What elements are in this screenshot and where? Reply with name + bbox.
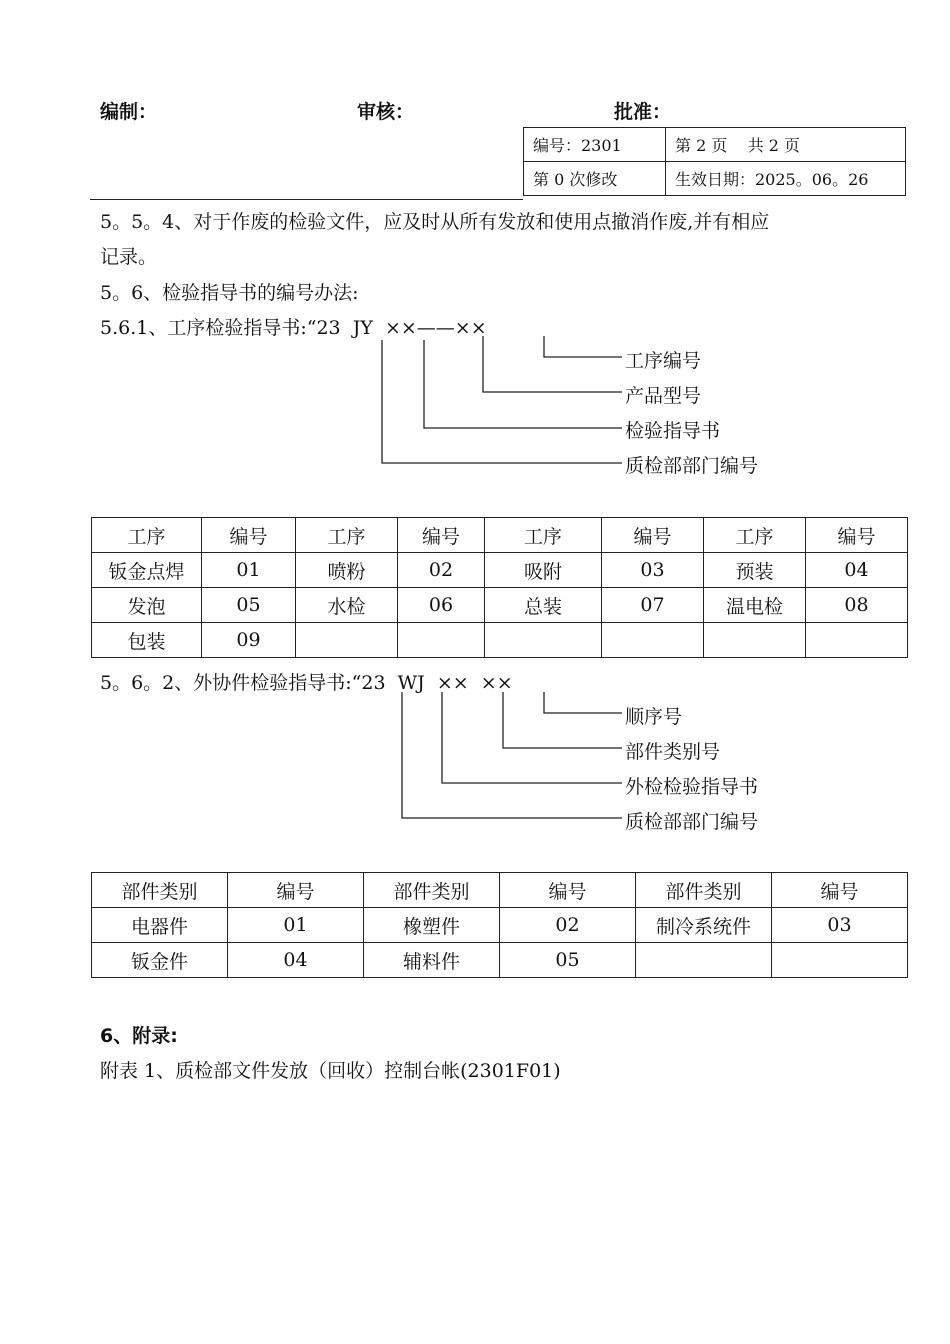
table-cell: 08 <box>806 588 908 623</box>
diagram2-label-sequence-no: 顺序号 <box>625 706 683 728</box>
header-cell: 编号 <box>500 873 636 908</box>
diagram2-label-instruction: 外检检验指导书 <box>625 776 759 798</box>
clause-5-6-1: 5.6.1、工序检验指导书:“23 JY ××——×× <box>100 317 487 339</box>
table-cell: 橡塑件 <box>364 908 500 943</box>
diagram1-label-process-no: 工序编号 <box>625 350 702 372</box>
header-cell: 工序 <box>92 518 202 553</box>
diagram1-label-instruction: 检验指导书 <box>625 420 721 442</box>
table-cell: 预装 <box>704 553 806 588</box>
table-cell: 03 <box>772 908 908 943</box>
table-cell: 09 <box>202 623 296 658</box>
part-category-table <box>91 872 908 978</box>
table-cell: 制冷系统件 <box>636 908 772 943</box>
header-cell: 工序 <box>704 518 806 553</box>
table-cell: 水检 <box>296 588 398 623</box>
table-cell: 喷粉 <box>296 553 398 588</box>
table-cell: 04 <box>228 943 364 978</box>
diagram1-label-dept-code: 质检部部门编号 <box>625 455 759 477</box>
clause-5-6: 5。6、检验指导书的编号办法: <box>100 282 359 304</box>
table-row <box>92 908 908 943</box>
effective-date: 生效日期：2025。06。26 <box>666 162 906 196</box>
table-cell: 吸附 <box>485 553 602 588</box>
table-cell <box>772 943 908 978</box>
table-cell: 07 <box>602 588 704 623</box>
diagram2-label-dept-code: 质检部部门编号 <box>625 811 759 833</box>
header-cell: 编号 <box>202 518 296 553</box>
table-cell: 01 <box>228 908 364 943</box>
header-cell: 工序 <box>485 518 602 553</box>
table-cell: 辅料件 <box>364 943 500 978</box>
header-cell: 部件类别 <box>364 873 500 908</box>
page-count: 第 2 页 共 2 页 <box>666 128 906 162</box>
header-cell: 工序 <box>296 518 398 553</box>
table-cell: 01 <box>202 553 296 588</box>
table-cell: 06 <box>398 588 485 623</box>
header-cell: 编号 <box>806 518 908 553</box>
table-cell: 钣金点焊 <box>92 553 202 588</box>
header-cell: 编号 <box>228 873 364 908</box>
clause-5-5-4-cont: 记录。 <box>100 246 158 268</box>
table-cell <box>636 943 772 978</box>
header-cell: 部件类别 <box>92 873 228 908</box>
clause-5-6-2: 5。6。2、外协件检验指导书:“23 WJ ×× ×× <box>100 672 513 694</box>
table-header-row <box>92 873 908 908</box>
table-cell: 03 <box>602 553 704 588</box>
clause-5-5-4: 5。5。4、对于作废的检验文件，应及时从所有发放和使用点撤消作废,并有相应 <box>100 211 770 233</box>
table-cell: 04 <box>806 553 908 588</box>
appendix-item-1: 附表 1、质检部文件发放（回收）控制台帐(2301F01) <box>100 1060 561 1082</box>
header-cell: 部件类别 <box>636 873 772 908</box>
table-cell: 02 <box>500 908 636 943</box>
table-cell: 电器件 <box>92 908 228 943</box>
header-cell: 编号 <box>398 518 485 553</box>
reviewer-label: 审核： <box>357 101 415 123</box>
diagram2-label-part-category: 部件类别号 <box>625 741 721 763</box>
document-number: 编号：2301 <box>524 128 666 162</box>
table-cell: 05 <box>500 943 636 978</box>
table-cell: 包装 <box>92 623 202 658</box>
compiler-label: 编制： <box>100 101 158 123</box>
header-cell: 编号 <box>772 873 908 908</box>
approver-label: 批准： <box>614 101 672 123</box>
table-cell: 温电检 <box>704 588 806 623</box>
table-cell: 02 <box>398 553 485 588</box>
revision-number: 第 0 次修改 <box>524 162 666 196</box>
table-cell: 总装 <box>485 588 602 623</box>
header-cell: 编号 <box>602 518 704 553</box>
table-cell: 发泡 <box>92 588 202 623</box>
table-cell: 05 <box>202 588 296 623</box>
table-row <box>92 943 908 978</box>
section-6-title: 6、附录: <box>100 1025 178 1047</box>
table-cell: 钣金件 <box>92 943 228 978</box>
diagram1-label-product-model: 产品型号 <box>625 385 702 407</box>
